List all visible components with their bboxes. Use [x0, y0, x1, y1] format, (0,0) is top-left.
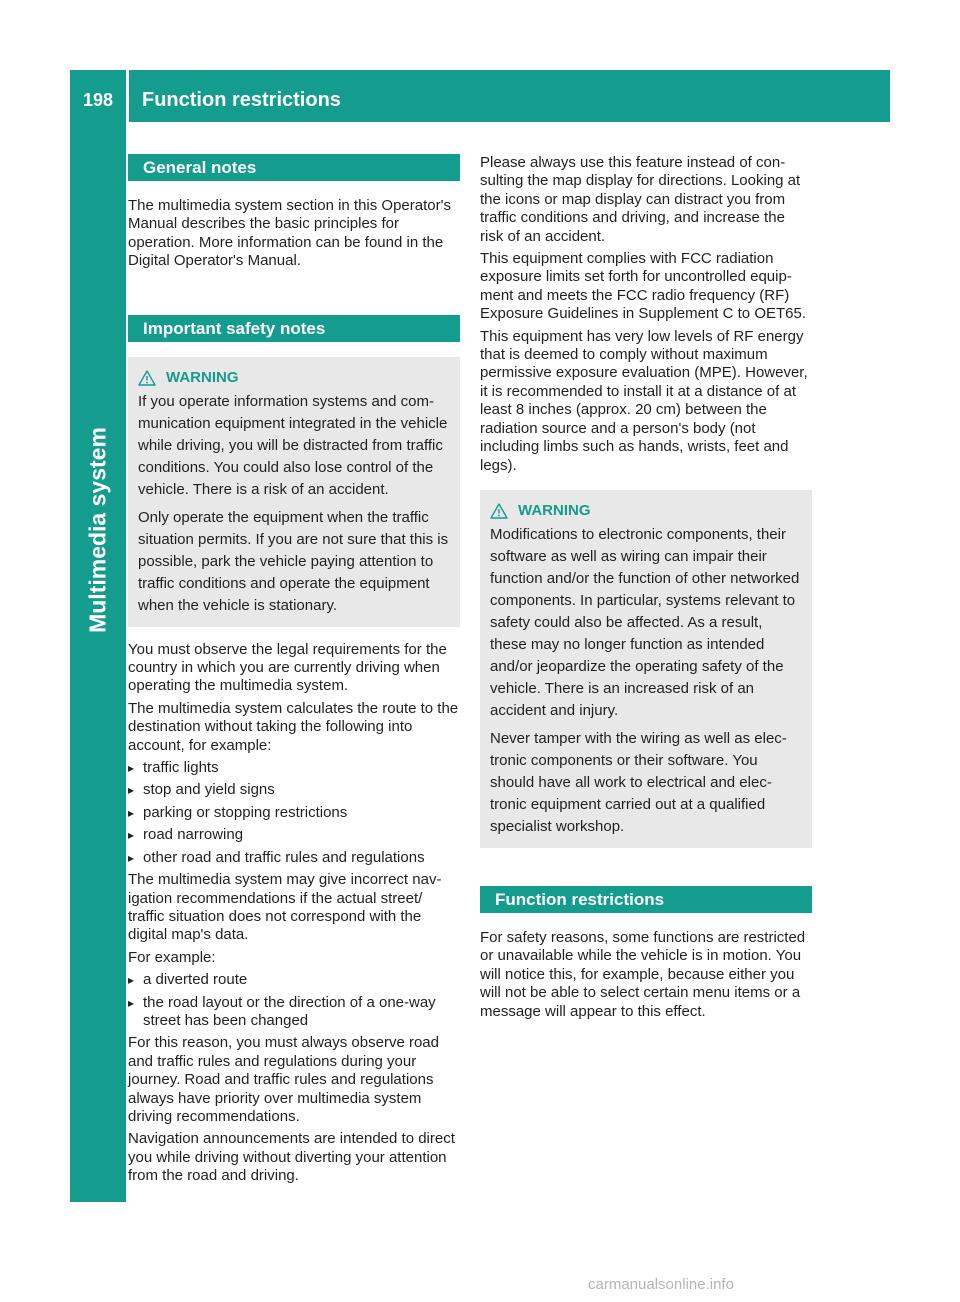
paragraph: For this reason, you must always observe road and traffic rules and regulations during your journey. Road and traffic rules and regulations always have priority over multimedia system driving recommendations. [128, 1034, 439, 1125]
bullet-list [128, 971, 460, 1030]
paragraph: The multimedia system may give incorrect navigation recommendations if the actual street/ traffic situation does not correspond with the digital map's data. [128, 871, 442, 944]
warning-triangle-icon [138, 370, 156, 386]
warning-label: WARNING [166, 368, 239, 386]
list-item: ▸ traffic lights [128, 759, 460, 777]
warning-heading [138, 367, 450, 389]
warning-triangle-icon [490, 503, 508, 519]
paragraph: You must observe the legal requirements for the country in which you are currently driving when operating the multimedia system. [128, 640, 447, 695]
paragraph: Please always use this feature instead of consulting the map display for directions. Looking at the icons or map display can distract you from traffic conditions and driving, and increase the risk of an accident. [480, 154, 801, 245]
warning-box [128, 357, 460, 627]
watermark: carmanualsonline.info [588, 1276, 734, 1293]
warning-heading [490, 500, 802, 522]
warning-box [480, 490, 812, 848]
page-title: Function restrictions [142, 89, 341, 111]
warning-paragraph: Never tamper with the wiring as well as electronic components or their software. You should have all work to electrical and electronic equipment carried out at a qualified specialist workshop. [490, 729, 787, 835]
list-item: ▸ parking or stopping restrictions [128, 804, 460, 822]
left-column [128, 154, 460, 1190]
side-tab [70, 122, 126, 1202]
list-item: ▸ other road and traffic rules and regulations [128, 849, 460, 867]
warning-paragraph: If you operate information systems and communication equipment integrated in the vehicle while driving, you will be distracted from traffic conditions. You could also lose control of the vehicle. There is a risk of an accident. [138, 392, 448, 498]
side-tab-label: Multimedia system [84, 427, 111, 633]
warning-label: WARNING [518, 501, 591, 519]
header-divider [126, 70, 129, 122]
paragraph: For example: [128, 948, 216, 966]
warning-paragraph: Modifications to electronic components, their software as well as wiring can impair their function and/or the function of other networked components. In particular, systems relevant to safety could also be affected. As a result, these may no longer function as intended and/or jeopardize the operating safety of the vehicle. There is an increased risk of an accident and injury. [490, 525, 800, 719]
bullet-list [128, 759, 460, 867]
general-notes-text: The multimedia system section in this Operator's Manual describes the basic principles for operation. More information can be found in the Digital Operator's Manual. [128, 197, 451, 270]
list-item: ▸ stop and yield signs [128, 781, 460, 799]
function-restrictions-text: For safety reasons, some functions are restricted or unavailable while the vehicle is in motion. You will notice this, for example, because either you will not be able to select certain menu items or a message will appear to this effect. [480, 928, 806, 1020]
paragraph: This equipment has very low levels of RF energy that is deemed to comply without maximum permissive exposure evaluation (MPE). However, it is recommended to install it at a distance of at least 8 inches (approx. 20 cm) between the radiation source and a person's body (not including limbs such as hands, wrists, feet and legs). [480, 327, 808, 474]
paragraph: This equipment complies with FCC radiation exposure limits set forth for uncontrolled equipment and meets the FCC radio frequency (RF) Exposure Guidelines in Supplement C to OET65. [480, 250, 807, 323]
warning-paragraph: Only operate the equipment when the traffic situation permits. If you are not sure that this is possible, park the vehicle paying attention to traffic conditions and operate the equipment when the vehicle is stationary. [138, 508, 449, 614]
list-item: ▸ a diverted route [128, 971, 460, 989]
paragraph: Navigation announcements are intended to direct you while driving without diverting your attention from the road and driving. [128, 1130, 455, 1185]
list-item: ▸ the road layout or the direction of a one-way street has been changed [128, 994, 460, 1031]
list-item: ▸ road narrowing [128, 826, 460, 844]
page-number: 198 [82, 90, 114, 110]
section-heading-general-notes: General notes [128, 154, 460, 181]
paragraph: The multimedia system calculates the route to the destination without taking the following into account, for example: [128, 699, 459, 754]
section-heading-safety-notes: Important safety notes [128, 315, 460, 342]
right-column [480, 154, 812, 1025]
section-heading-function-restrictions: Function restrictions [480, 886, 812, 913]
